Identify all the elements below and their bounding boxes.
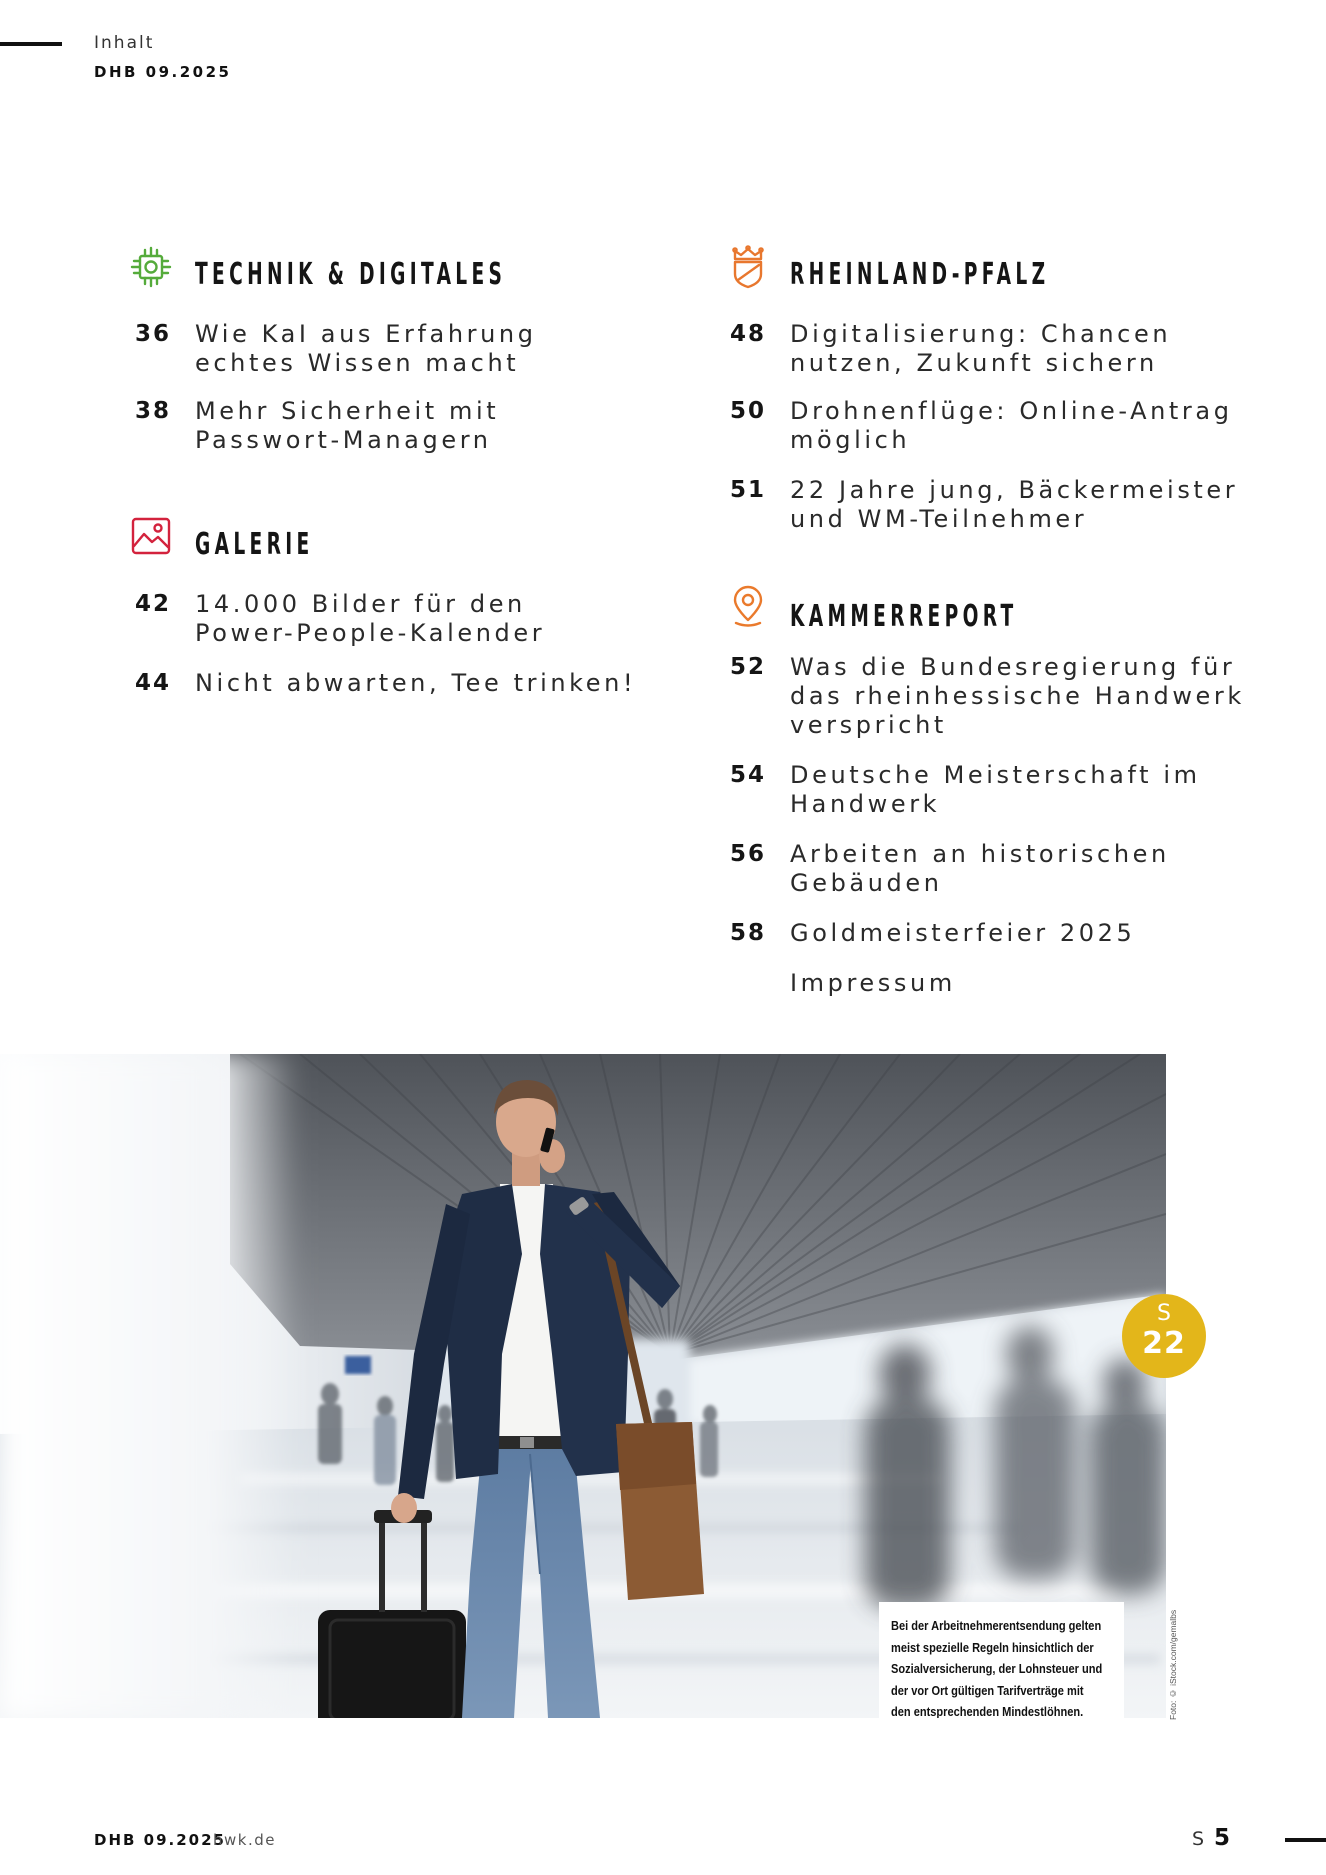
entry-title-line: Was die Bundesregierung für — [790, 653, 1236, 681]
entry-title — [790, 761, 1201, 819]
page-number: 50 — [729, 398, 766, 424]
entry-title-line: verspricht — [790, 711, 947, 739]
caption-line: Bei der Arbeitnehmerentsendung gelten — [891, 1618, 1102, 1633]
entry-title — [790, 476, 1238, 534]
section-label: Inhalt — [94, 33, 155, 53]
entry-title — [790, 397, 1233, 455]
entry-title-line: möglich — [790, 426, 911, 454]
entry-title — [195, 320, 537, 378]
entry-title-line: echtes Wissen macht — [195, 349, 520, 377]
entry-title-line: das rheinhessische Handwerk — [790, 682, 1245, 710]
photo-caption-box — [879, 1602, 1124, 1718]
header-rule — [0, 42, 62, 46]
entry-title — [790, 320, 1171, 378]
entry-title-line: Arbeiten an historischen — [790, 840, 1170, 868]
entry-title — [790, 653, 1245, 740]
entry-title — [195, 669, 636, 698]
page-number: 51 — [729, 477, 766, 503]
entry-title-line: Power-People-Kalender — [195, 619, 546, 647]
entry-title — [195, 397, 499, 455]
issue-label: DHB 09.2025 — [94, 63, 232, 81]
page-number: 44 — [134, 670, 171, 696]
page-number: 58 — [729, 920, 766, 946]
entry-title-line: Goldmeisterfeier 2025 — [790, 919, 1136, 947]
entry-title-line: Wie KaI aus Erfahrung — [195, 320, 537, 348]
footer-page-prefix: S — [1192, 1828, 1205, 1850]
crown-shield-icon — [726, 245, 770, 289]
chip-icon — [129, 245, 173, 289]
entry-title-line: Nicht abwarten, Tee trinken! — [195, 669, 637, 697]
entry-title-line: nutzen, Zukunft sichern — [790, 349, 1158, 377]
entry-title — [790, 969, 956, 998]
page-reference-badge[interactable] — [1122, 1294, 1206, 1378]
photo-caption — [891, 1615, 1102, 1718]
caption-line: meist spezielle Regeln hinsichtlich der — [891, 1639, 1094, 1655]
entry-title — [790, 840, 1170, 898]
entry-title-line: Passwort-Managern — [195, 426, 492, 454]
entry-title-line: 14.000 Bilder für den — [195, 590, 526, 618]
page-number: 42 — [134, 591, 171, 617]
page-number: 48 — [729, 321, 766, 347]
entry-title-line: Drohnenflüge: Online-Antrag — [790, 397, 1233, 425]
page-number: 56 — [729, 841, 766, 867]
entry-title-line: Digitalisierung: Chancen — [790, 320, 1172, 348]
section-title-rheinland-pfalz: RHEINLAND-PFALZ — [790, 257, 1050, 292]
image-icon — [129, 514, 173, 558]
section-title-technik: TECHNIK & DIGITALES — [195, 257, 507, 292]
badge-page-number: 22 — [1142, 1326, 1186, 1361]
entry-title-line: und WM-Teilnehmer — [790, 505, 1088, 533]
caption-line: Sozialversicherung, der Lohnsteuer und — [891, 1661, 1103, 1676]
page-number: 38 — [134, 398, 171, 424]
section-title-kammerreport: KAMMERREPORT — [790, 599, 1018, 634]
page-number: 54 — [729, 762, 766, 788]
location-pin-icon — [726, 584, 770, 628]
section-title-galerie: GALERIE — [195, 527, 314, 562]
entry-title — [790, 919, 1135, 948]
entry-title-line: Deutsche Meisterschaft im — [790, 761, 1201, 789]
entry-title-line: Mehr Sicherheit mit — [195, 397, 500, 425]
page-number: 36 — [134, 321, 171, 347]
photo-credit: Foto: © iStock.com/gemalbs — [1168, 1609, 1178, 1720]
entry-title-line: Gebäuden — [790, 869, 943, 897]
footer-issue: DHB 09.2025 — [94, 1831, 226, 1849]
footer-page-number: 5 — [1214, 1825, 1231, 1851]
footer-rule — [1285, 1838, 1326, 1842]
entry-title-line: Impressum — [790, 969, 956, 997]
badge-prefix: S — [1157, 1301, 1171, 1326]
footer-website-link[interactable]: hwk.de — [213, 1831, 276, 1849]
caption-line: den entsprechenden Mindestlöhnen. — [891, 1704, 1084, 1718]
caption-line: der vor Ort gültigen Tarifverträge mit — [891, 1682, 1084, 1698]
entry-title-line: 22 Jahre jung, Bäckermeister — [790, 476, 1239, 504]
entry-title-line: Handwerk — [790, 790, 941, 818]
page-number: 52 — [729, 654, 766, 680]
entry-title — [195, 590, 545, 648]
